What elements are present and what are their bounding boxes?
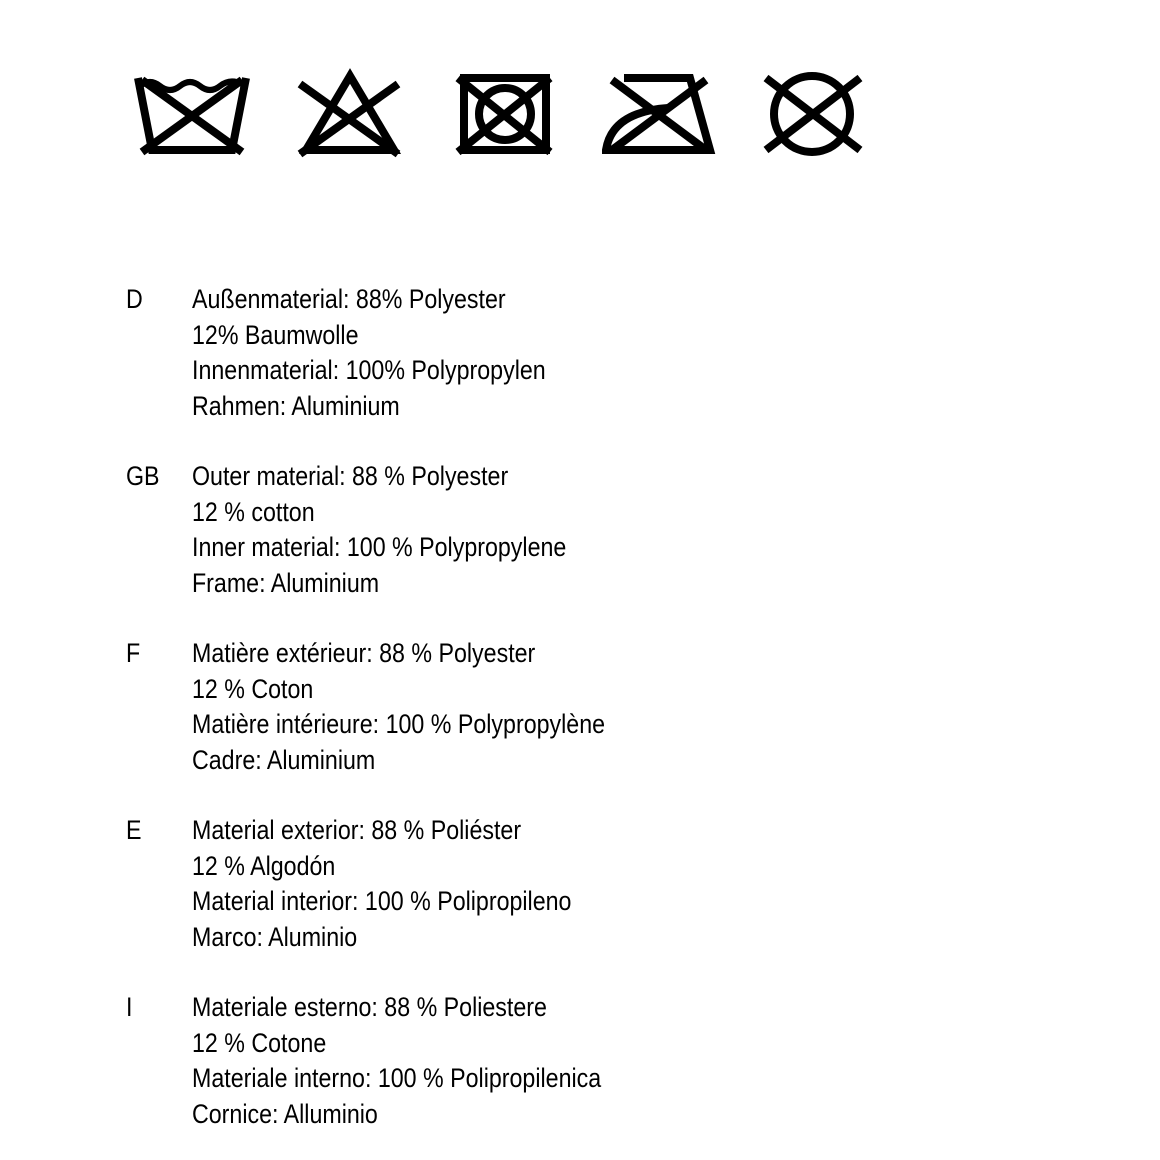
composition-line: 12% Baumwolle bbox=[192, 319, 359, 350]
composition-line: 12 % cotton bbox=[192, 496, 315, 527]
composition-line: 12 % Cotone bbox=[192, 1027, 327, 1058]
language-code: F bbox=[126, 638, 141, 668]
composition-line: Outer material: 88 % Polyester bbox=[192, 461, 509, 491]
section-gb bbox=[0, 459, 1160, 609]
do-not-wash-icon bbox=[130, 68, 250, 163]
composition-line: 12 % Algodón bbox=[192, 850, 336, 881]
section-es bbox=[0, 813, 1160, 963]
composition-lines bbox=[192, 813, 892, 955]
language-code: D bbox=[126, 284, 143, 314]
composition-line: Cornice: Alluminio bbox=[192, 1098, 378, 1129]
composition-lines bbox=[192, 459, 892, 601]
composition-line: Rahmen: Aluminium bbox=[192, 390, 400, 421]
do-not-tumble-dry-icon bbox=[452, 68, 572, 163]
language-code: E bbox=[126, 815, 142, 845]
section-fr bbox=[0, 636, 1160, 786]
composition-line: Frame: Aluminium bbox=[192, 567, 380, 598]
composition-lines bbox=[192, 636, 892, 778]
composition-line: Marco: Aluminio bbox=[192, 921, 358, 952]
composition-line: Material exterior: 88 % Poliéster bbox=[192, 815, 522, 845]
composition-line: Materiale interno: 100 % Polipropilenica bbox=[192, 1063, 602, 1093]
language-code: GB bbox=[126, 461, 160, 491]
do-not-dry-clean-icon bbox=[760, 68, 880, 163]
care-symbols-row bbox=[130, 68, 870, 163]
composition-lines bbox=[192, 990, 892, 1132]
composition-lines bbox=[192, 282, 892, 424]
section-it bbox=[0, 990, 1160, 1140]
composition-line: Material interior: 100 % Polipropileno bbox=[192, 886, 572, 916]
composition-line: Außenmaterial: 88% Polyester bbox=[192, 284, 506, 314]
language-code: I bbox=[126, 992, 133, 1022]
composition-line: Matière intérieure: 100 % Polypropylène bbox=[192, 709, 606, 739]
composition-line: Innenmaterial: 100% Polypropylen bbox=[192, 355, 546, 385]
composition-line: Materiale esterno: 88 % Poliestere bbox=[192, 992, 547, 1022]
composition-line: 12 % Coton bbox=[192, 673, 314, 704]
do-not-bleach-icon bbox=[292, 68, 412, 163]
composition-line: Cadre: Aluminium bbox=[192, 744, 376, 775]
composition-line: Matière extérieur: 88 % Polyester bbox=[192, 638, 536, 668]
composition-line: Inner material: 100 % Polypropylene bbox=[192, 532, 567, 562]
section-de bbox=[0, 282, 1160, 432]
do-not-iron-icon bbox=[602, 68, 722, 163]
